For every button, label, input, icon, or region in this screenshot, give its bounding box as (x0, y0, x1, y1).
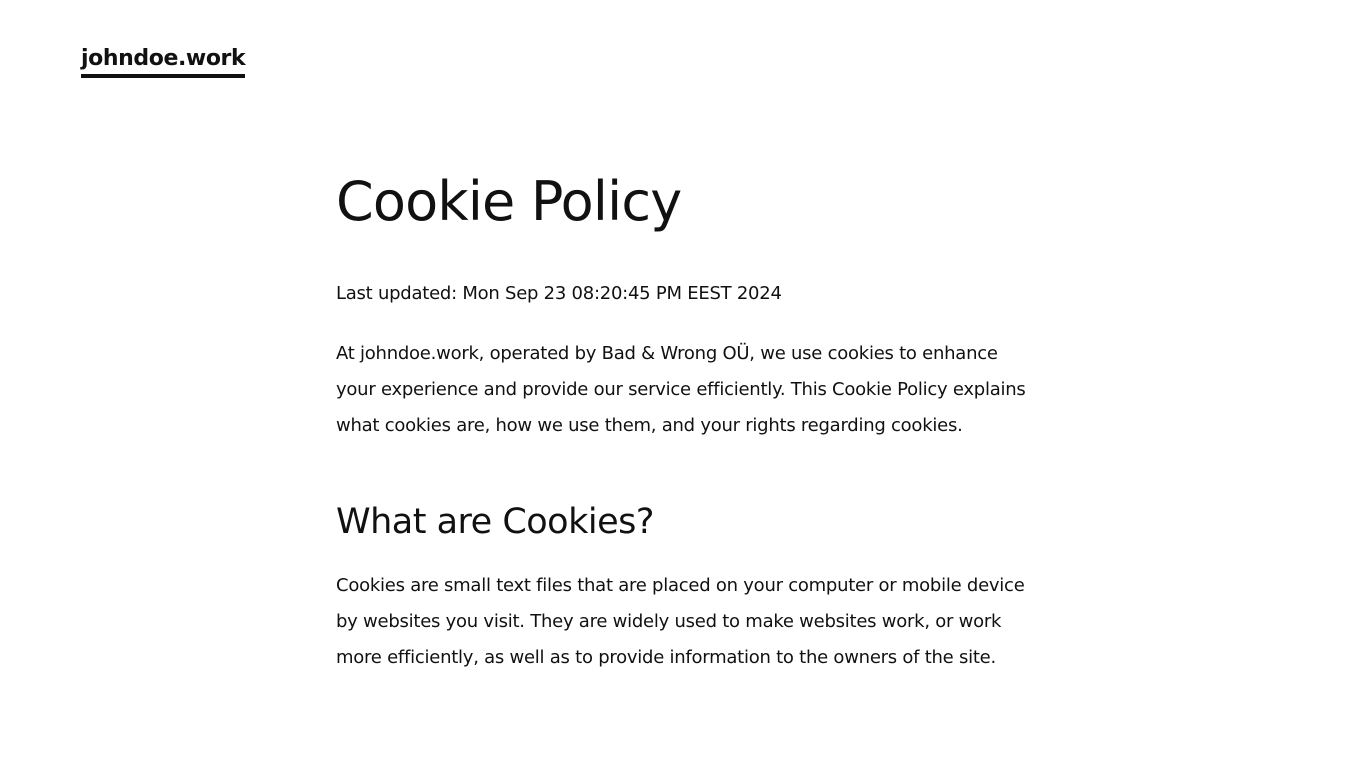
main-content (336, 164, 1036, 676)
site-header (81, 44, 245, 78)
section-paragraph-what-are-cookies: Cookies are small text files that are placed on your computer or mobile device by websites you visit. They are widely used to make websites work, or work more efficiently, as well as to provide information to the owners of the site. (336, 575, 1025, 668)
page-title: Cookie Policy (336, 170, 682, 233)
section-title-what-are-cookies: What are Cookies? (336, 502, 654, 542)
site-title-link[interactable]: johndoe.work (81, 44, 245, 78)
intro-paragraph: At johndoe.work, operated by Bad & Wrong OÜ, we use cookies to enhance your experience and provide our service efficiently. This Cookie Policy explains what cookies are, how we use them, and your rights regarding cookies. (336, 343, 1026, 436)
last-updated-text: Last updated: Mon Sep 23 08:20:45 PM EEST 2024 (336, 283, 782, 304)
